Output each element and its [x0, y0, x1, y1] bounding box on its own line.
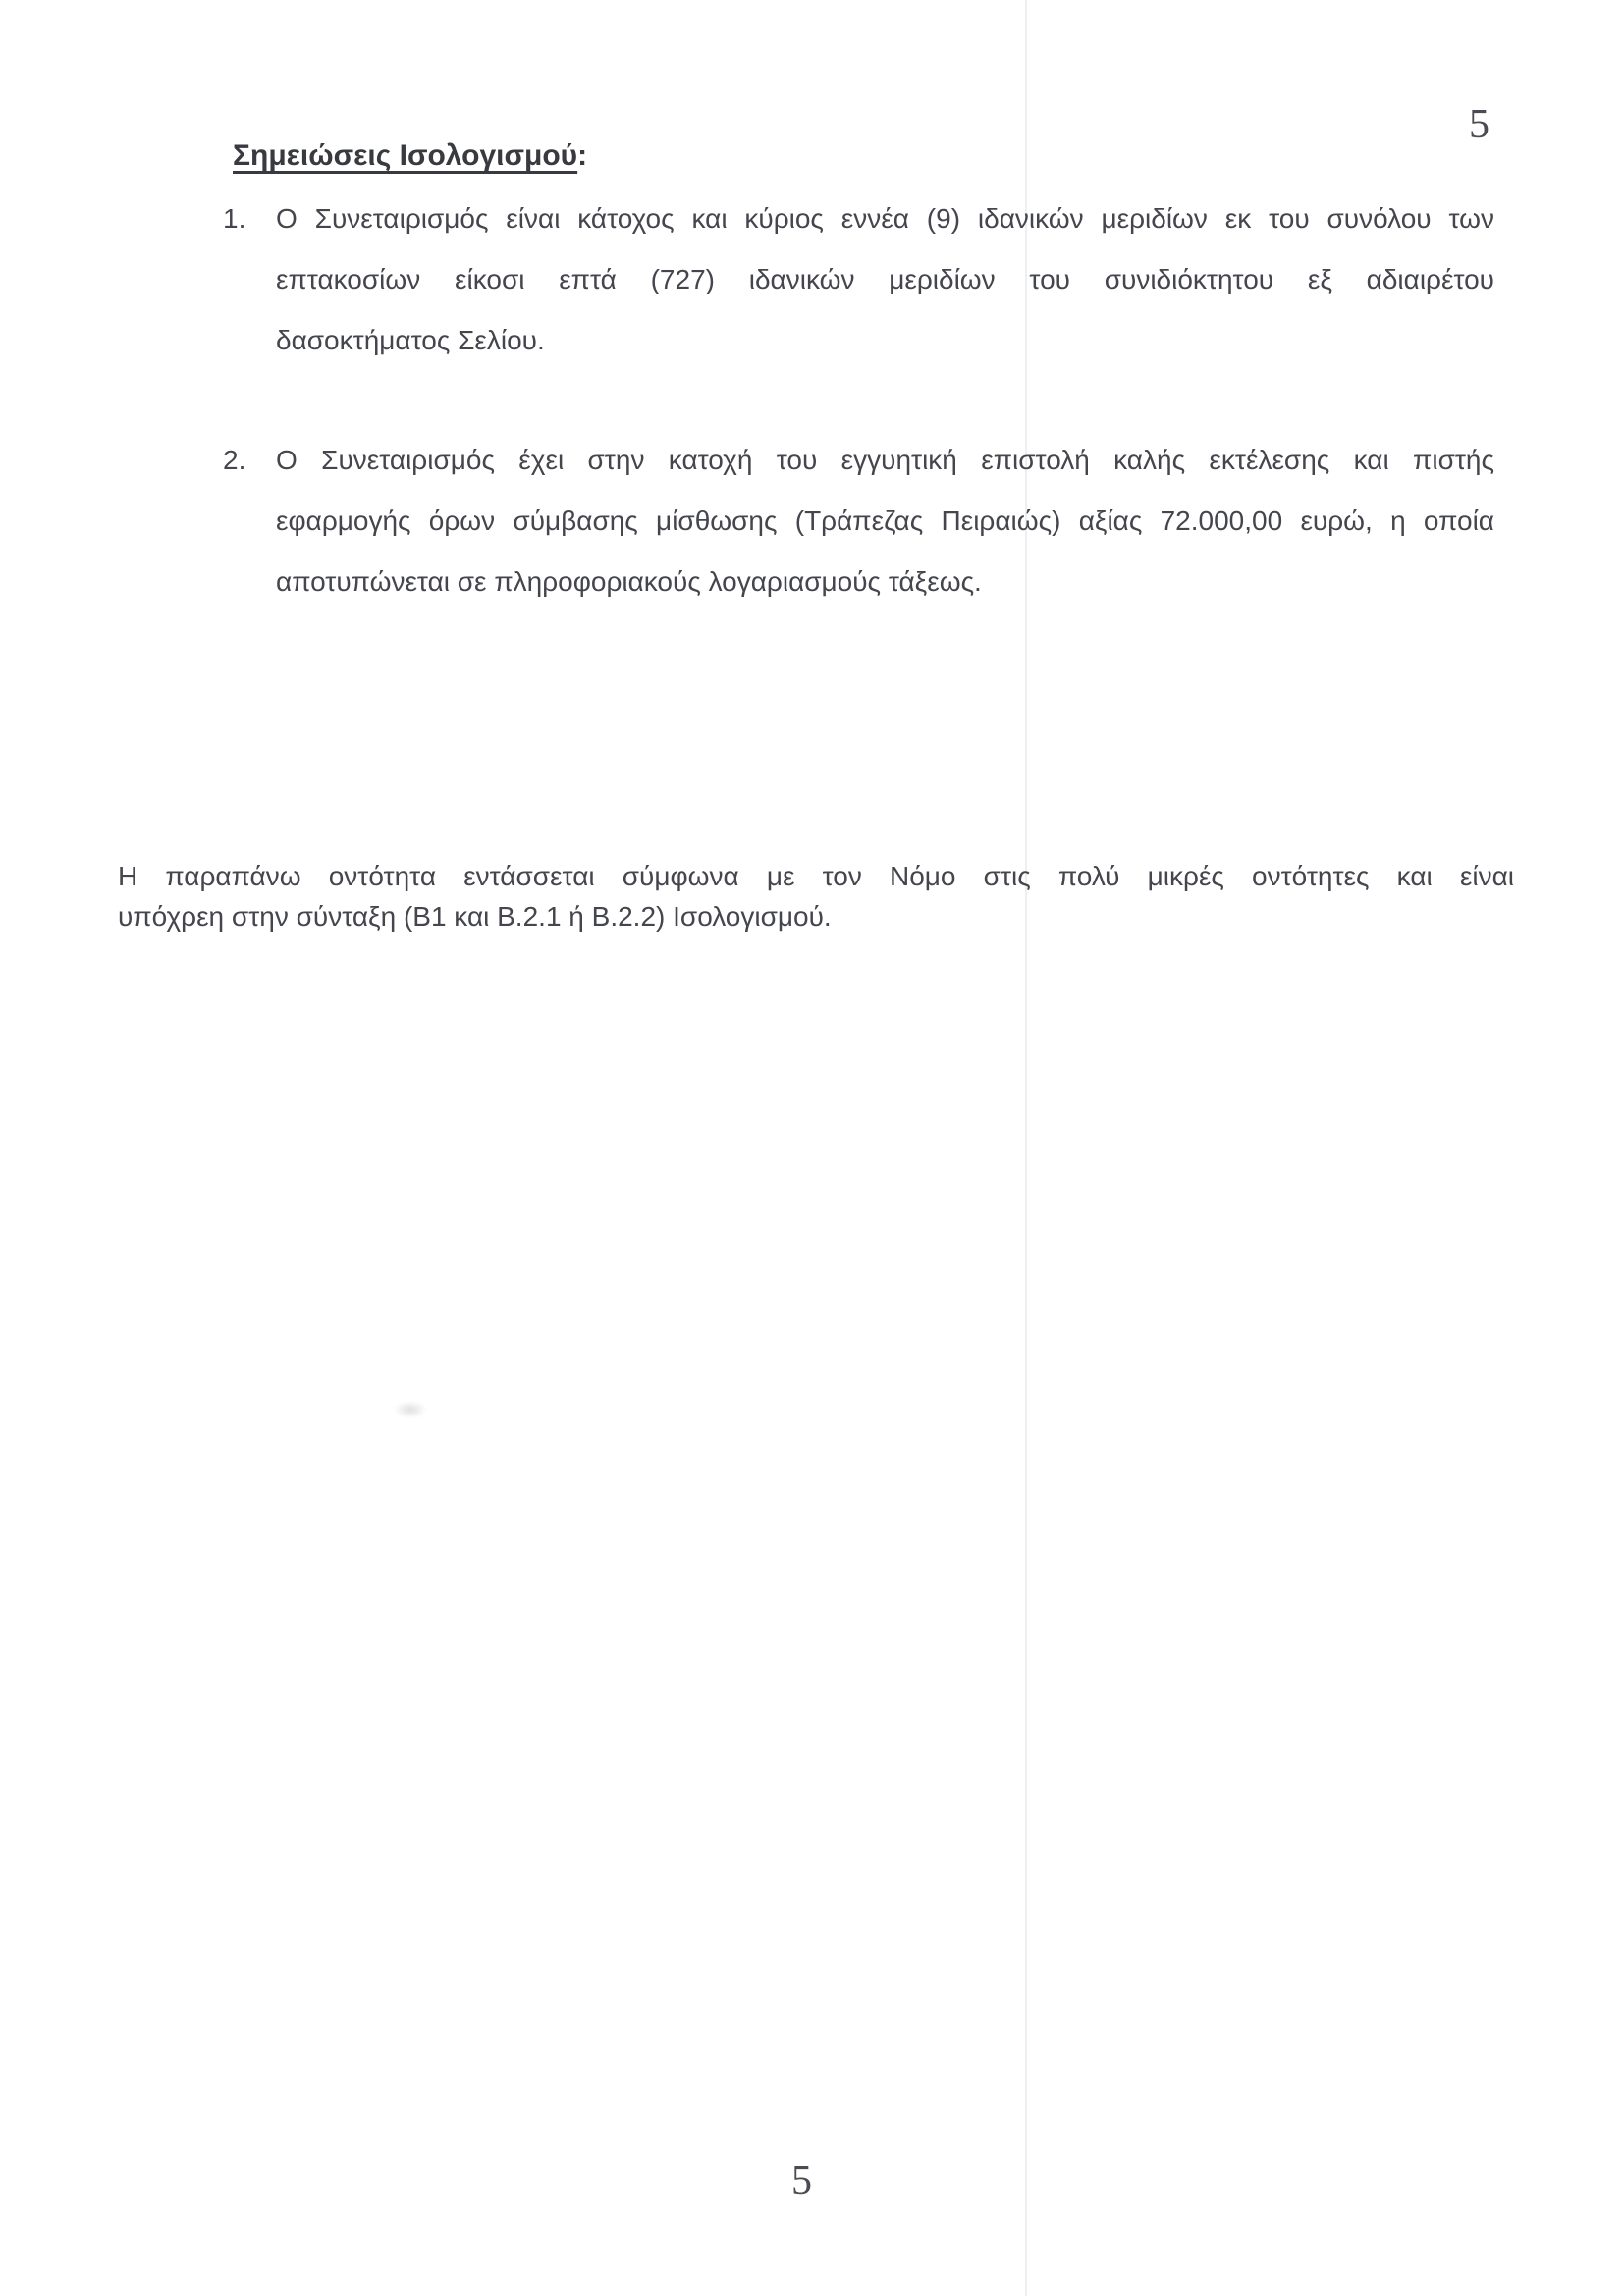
- note-1-line-2: επτακοσίων είκοσι επτά (727) ιδανικών μεριδίων του συνιδιόκτητου εξ αδιαιρέτου: [276, 264, 1494, 294]
- closing-paragraph: [118, 856, 1514, 936]
- note-2-line-1: Ο Συνεταιρισμός έχει στην κατοχή του εγγυητική επιστολή καλής εκτέλεσης και πιστής: [276, 445, 1494, 475]
- note-1-text: [276, 188, 1494, 371]
- heading-colon: :: [577, 139, 588, 172]
- balance-sheet-notes-heading: [233, 138, 587, 174]
- note-2-number: 2.: [223, 445, 246, 475]
- closing-line-1: Η παραπάνω οντότητα εντάσσεται σύμφωνα με τον Νόμο στις πολύ μικρές οντότητες και είναι: [118, 861, 1514, 891]
- note-2-line-3: αποτυπώνεται σε πληροφοριακούς λογαριασμούς τάξεως.: [276, 566, 982, 597]
- page-number-top: 5: [1469, 102, 1489, 147]
- note-1-number: 1.: [223, 203, 246, 234]
- note-1-line-3: δασοκτήματος Σελίου.: [276, 325, 545, 355]
- heading-underlined-text: Σημειώσεις Ισολογισμού: [233, 139, 578, 172]
- closing-line-2: υπόχρεη στην σύνταξη (Β1 και Β.2.1 ή Β.2.2) Ισολογισμού.: [118, 901, 832, 932]
- note-2-text: [276, 430, 1494, 613]
- page-number-bottom: 5: [791, 2159, 812, 2204]
- scan-smudge-mark: [394, 1401, 427, 1418]
- note-2-line-2: εφαρμογής όρων σύμβασης μίσθωσης (Τράπεζας Πειραιώς) αξίας 72.000,00 ευρώ, η οποία: [276, 506, 1494, 536]
- note-1-line-1: Ο Συνεταιρισμός είναι κάτοχος και κύριος εννέα (9) ιδανικών μεριδίων εκ του συνόλου των: [276, 203, 1494, 234]
